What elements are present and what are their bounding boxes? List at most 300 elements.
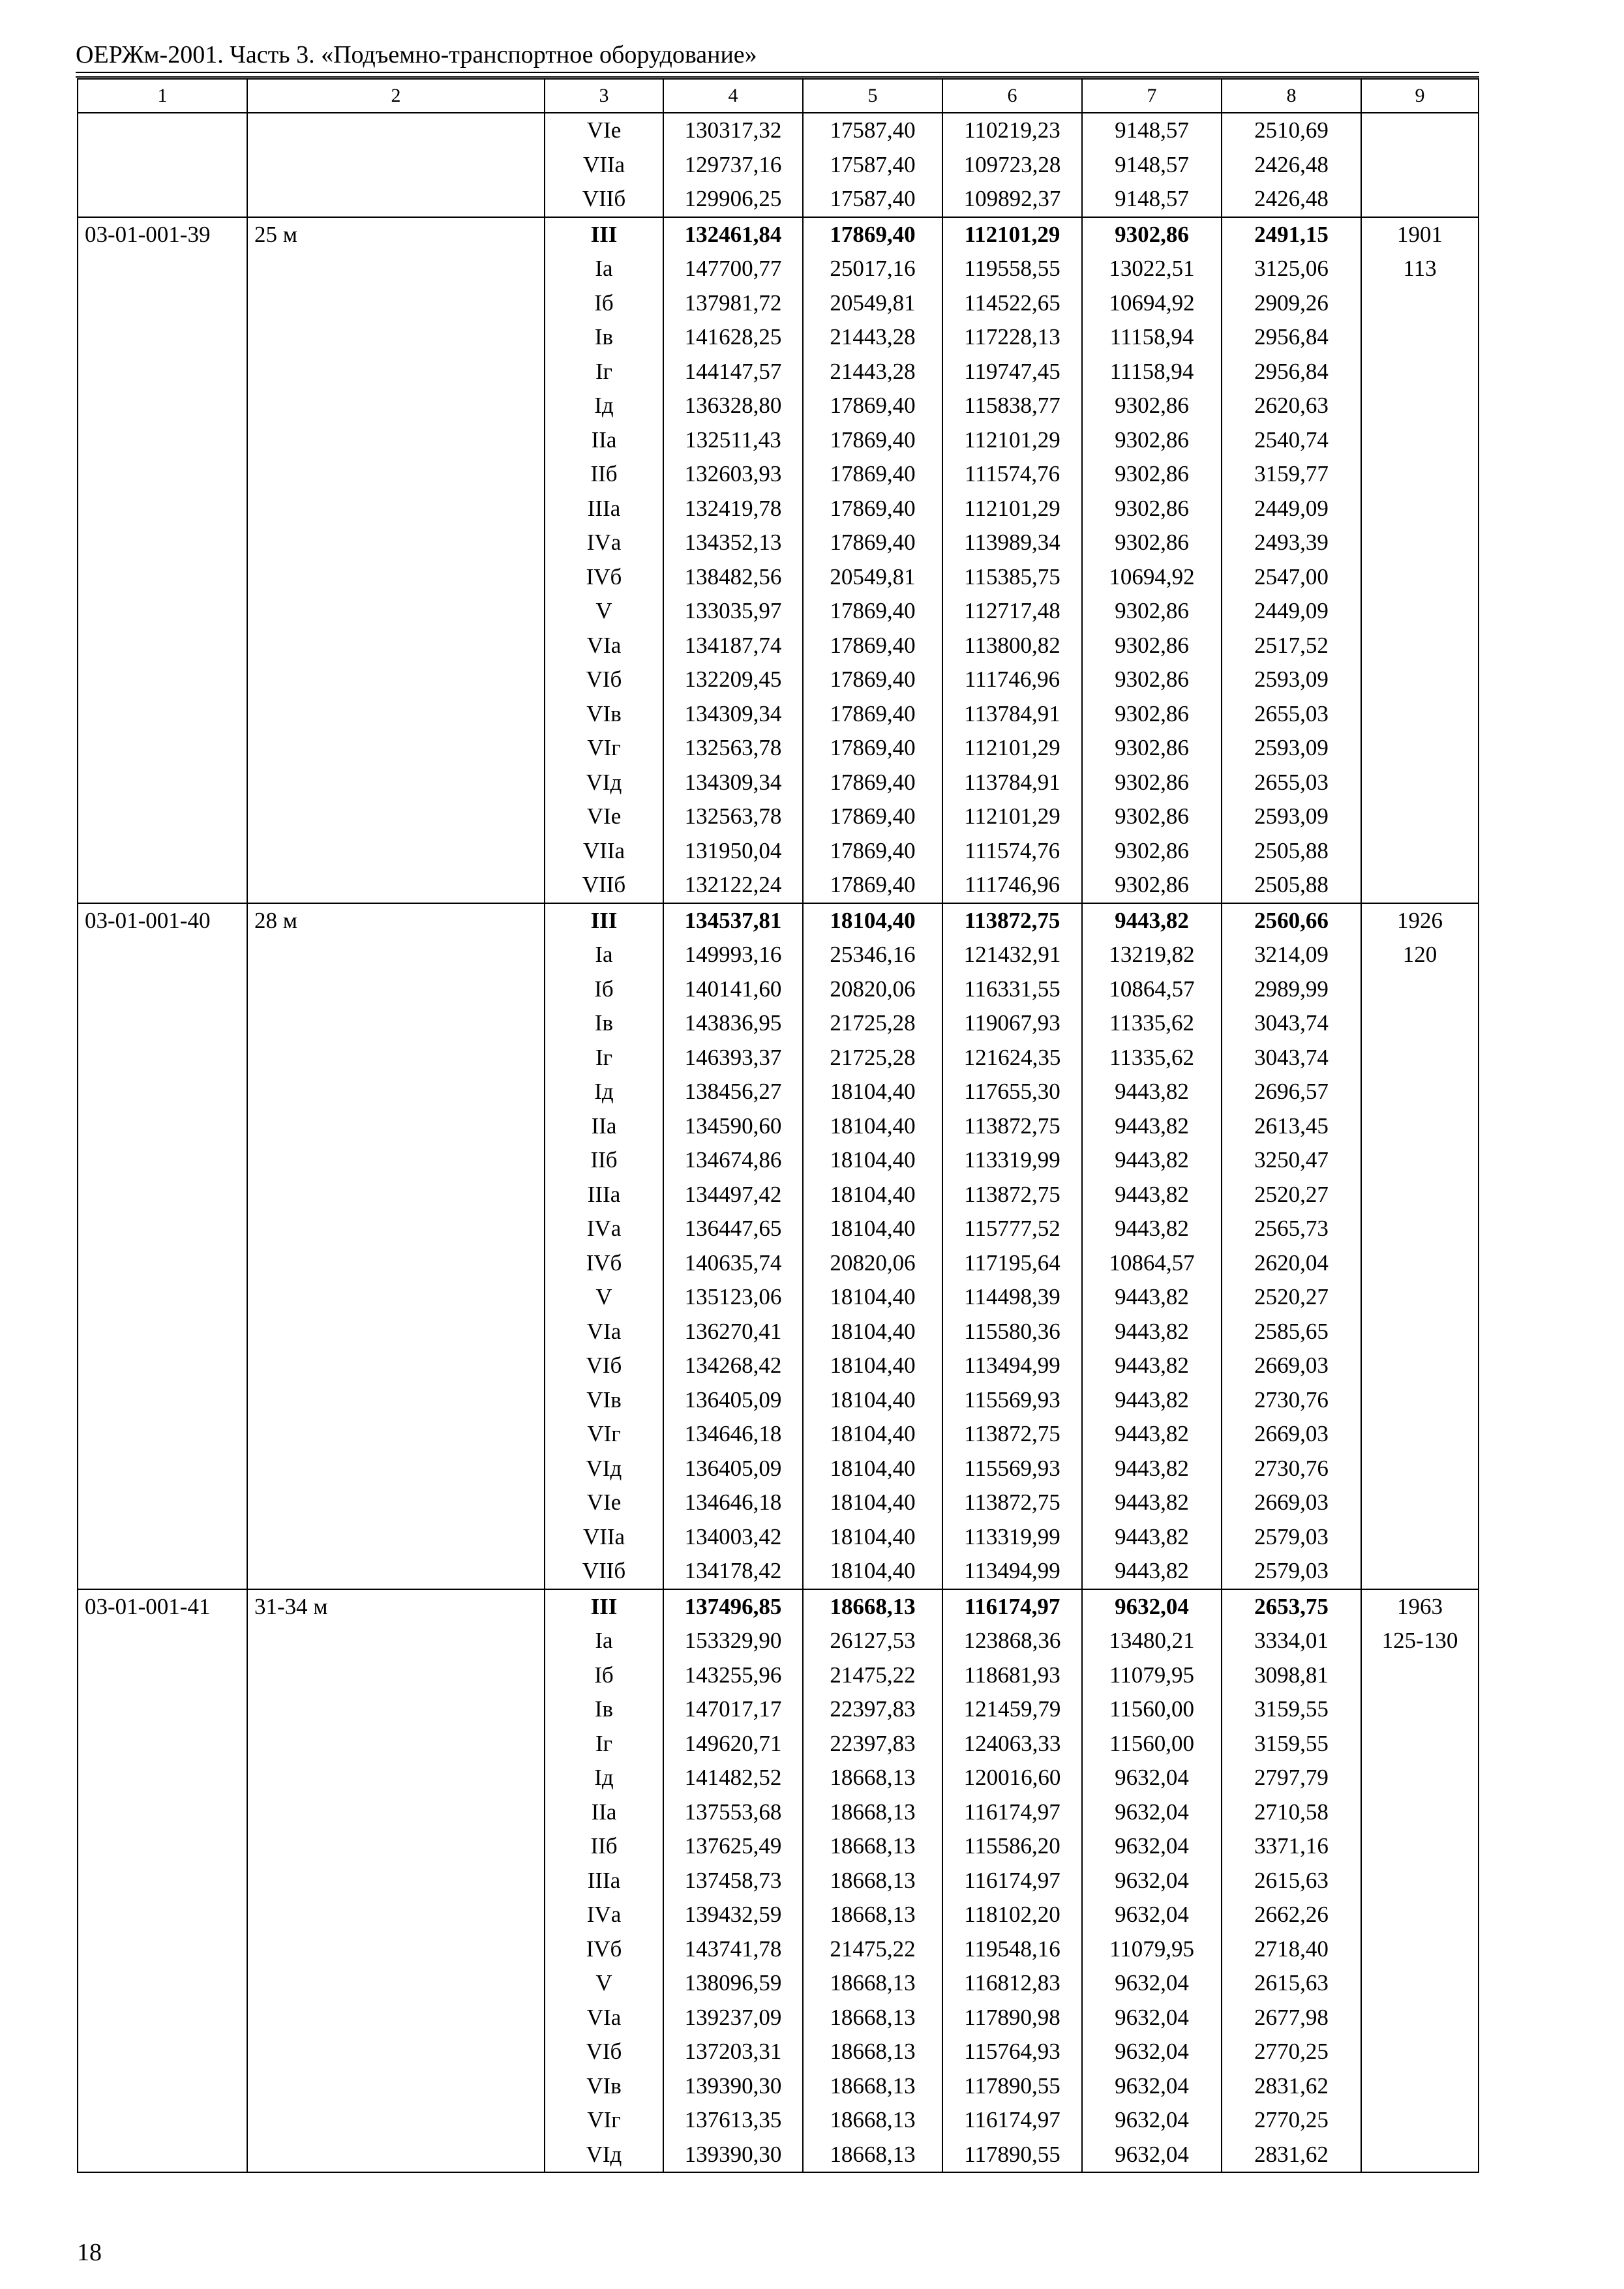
materials-cell: 2770,25 xyxy=(1222,2103,1361,2138)
code-cell xyxy=(78,1041,247,1075)
materials-cell: 2730,76 xyxy=(1222,1383,1361,1418)
total-cost-cell: 133035,97 xyxy=(663,594,803,629)
name-cell xyxy=(247,492,545,526)
wages-cell: 17869,40 xyxy=(803,594,942,629)
code-cell xyxy=(78,320,247,355)
total-cost-cell: 141482,52 xyxy=(663,1761,803,1795)
machinist-wages-cell: 9443,82 xyxy=(1082,1280,1222,1315)
materials-cell: 2730,76 xyxy=(1222,1452,1361,1486)
wages-cell: 17869,40 xyxy=(803,526,942,560)
labor-cell xyxy=(1361,1109,1479,1144)
wages-cell: 18668,13 xyxy=(803,1795,942,1830)
materials-cell: 3043,74 xyxy=(1222,1006,1361,1041)
table-row xyxy=(78,2138,1479,2173)
name-cell xyxy=(247,1795,545,1830)
labor-cell xyxy=(1361,492,1479,526)
labor-cell xyxy=(1361,1178,1479,1212)
materials-cell: 3043,74 xyxy=(1222,1041,1361,1075)
column-header: 3 xyxy=(545,79,663,113)
wages-cell: 22397,83 xyxy=(803,1727,942,1761)
code-cell xyxy=(78,526,247,560)
code-cell xyxy=(78,1143,247,1178)
code-cell xyxy=(78,1761,247,1795)
machinist-wages-cell: 9443,82 xyxy=(1082,1075,1222,1109)
machines-cell: 116174,97 xyxy=(942,2103,1082,2138)
code-cell xyxy=(78,1520,247,1555)
column-header: 9 xyxy=(1361,79,1479,113)
materials-cell: 2579,03 xyxy=(1222,1520,1361,1555)
machines-cell: 117890,98 xyxy=(942,2001,1082,2035)
name-cell xyxy=(247,1006,545,1041)
name-cell xyxy=(247,526,545,560)
wages-cell: 18668,13 xyxy=(803,2103,942,2138)
total-cost-cell: 153329,90 xyxy=(663,1624,803,1658)
machines-cell: 109723,28 xyxy=(942,148,1082,183)
wages-cell: 21443,28 xyxy=(803,355,942,389)
table-row xyxy=(78,1109,1479,1144)
labor-cell xyxy=(1361,1075,1479,1109)
name-cell xyxy=(247,1727,545,1761)
table-row xyxy=(78,355,1479,389)
materials-cell: 2909,26 xyxy=(1222,286,1361,321)
materials-cell: 3159,55 xyxy=(1222,1727,1361,1761)
machines-cell: 114498,39 xyxy=(942,1280,1082,1315)
name-cell xyxy=(247,766,545,800)
materials-cell: 2510,69 xyxy=(1222,113,1361,148)
total-cost-cell: 143255,96 xyxy=(663,1658,803,1693)
labor-cell xyxy=(1361,1727,1479,1761)
materials-cell: 2662,26 xyxy=(1222,1898,1361,1932)
wages-cell: 17869,40 xyxy=(803,629,942,663)
zone-cell: VIг xyxy=(545,2103,663,2138)
materials-cell: 3334,01 xyxy=(1222,1624,1361,1658)
materials-cell: 3250,47 xyxy=(1222,1143,1361,1178)
total-cost-cell: 147017,17 xyxy=(663,1692,803,1727)
zone-cell: IIа xyxy=(545,423,663,458)
code-cell xyxy=(78,766,247,800)
table-row xyxy=(78,938,1479,972)
labor-cell xyxy=(1361,1143,1479,1178)
machinist-wages-cell: 9632,04 xyxy=(1082,1795,1222,1830)
labor-cell xyxy=(1361,1246,1479,1281)
labor-cell xyxy=(1361,697,1479,732)
code-cell xyxy=(78,2069,247,2104)
table-row xyxy=(78,2069,1479,2104)
machinist-wages-cell: 9443,82 xyxy=(1082,1315,1222,1349)
column-header: 7 xyxy=(1082,79,1222,113)
total-cost-cell: 134268,42 xyxy=(663,1349,803,1383)
materials-cell: 2989,99 xyxy=(1222,972,1361,1007)
code-cell xyxy=(78,938,247,972)
column-header: 1 xyxy=(78,79,247,113)
code-cell xyxy=(78,457,247,492)
machines-cell: 113872,75 xyxy=(942,1417,1082,1452)
labor-cell xyxy=(1361,834,1479,869)
table-row xyxy=(78,2035,1479,2069)
machines-cell: 116174,97 xyxy=(942,1589,1082,1624)
zone-cell: Iд xyxy=(545,389,663,423)
total-cost-cell: 134309,34 xyxy=(663,697,803,732)
wages-cell: 18668,13 xyxy=(803,1898,942,1932)
total-cost-cell: 137625,49 xyxy=(663,1829,803,1864)
wages-cell: 17869,40 xyxy=(803,217,942,252)
code-cell xyxy=(78,1795,247,1830)
labor-cell xyxy=(1361,1452,1479,1486)
labor-cell xyxy=(1361,800,1479,834)
name-cell xyxy=(247,1966,545,2001)
column-number-row xyxy=(78,79,1479,113)
zone-cell: V xyxy=(545,1966,663,2001)
materials-cell: 2565,73 xyxy=(1222,1212,1361,1246)
machines-cell: 115764,93 xyxy=(942,2035,1082,2069)
machinist-wages-cell: 9632,04 xyxy=(1082,2035,1222,2069)
total-cost-cell: 140141,60 xyxy=(663,972,803,1007)
code-cell xyxy=(78,1864,247,1898)
total-cost-cell: 134352,13 xyxy=(663,526,803,560)
table-row xyxy=(78,697,1479,732)
total-cost-cell: 135123,06 xyxy=(663,1280,803,1315)
total-cost-cell: 147700,77 xyxy=(663,252,803,286)
machines-cell: 115569,93 xyxy=(942,1452,1082,1486)
total-cost-cell: 139432,59 xyxy=(663,1898,803,1932)
machinist-wages-cell: 9443,82 xyxy=(1082,1486,1222,1520)
machinist-wages-cell: 9632,04 xyxy=(1082,1898,1222,1932)
code-cell xyxy=(78,1452,247,1486)
zone-cell: VIе xyxy=(545,800,663,834)
code-cell xyxy=(78,1417,247,1452)
labor-cell xyxy=(1361,663,1479,697)
table-row xyxy=(78,1932,1479,1967)
machinist-wages-cell: 11079,95 xyxy=(1082,1932,1222,1967)
labor-cell xyxy=(1361,629,1479,663)
table-row xyxy=(78,1383,1479,1418)
materials-cell: 2520,27 xyxy=(1222,1280,1361,1315)
table-row xyxy=(78,1041,1479,1075)
table-row xyxy=(78,1898,1479,1932)
labor-cell xyxy=(1361,182,1479,217)
materials-cell: 2620,04 xyxy=(1222,1246,1361,1281)
code-cell xyxy=(78,1486,247,1520)
name-cell xyxy=(247,731,545,766)
table-row xyxy=(78,1554,1479,1589)
table-row xyxy=(78,389,1479,423)
machines-cell: 121432,91 xyxy=(942,938,1082,972)
labor-cell xyxy=(1361,868,1479,903)
name-cell xyxy=(247,389,545,423)
wages-cell: 18104,40 xyxy=(803,1452,942,1486)
machinist-wages-cell: 11560,00 xyxy=(1082,1727,1222,1761)
materials-cell: 2613,45 xyxy=(1222,1109,1361,1144)
table-row xyxy=(78,1280,1479,1315)
materials-cell: 2493,39 xyxy=(1222,526,1361,560)
labor-cell xyxy=(1361,1349,1479,1383)
wages-cell: 18104,40 xyxy=(803,1143,942,1178)
name-cell xyxy=(247,594,545,629)
table-row xyxy=(78,868,1479,903)
table-row xyxy=(78,1966,1479,2001)
zone-cell: VIб xyxy=(545,663,663,697)
labor-cell xyxy=(1361,766,1479,800)
machines-cell: 115586,20 xyxy=(942,1829,1082,1864)
materials-cell: 2520,27 xyxy=(1222,1178,1361,1212)
total-cost-cell: 132511,43 xyxy=(663,423,803,458)
code-cell xyxy=(78,1006,247,1041)
zone-cell: Iг xyxy=(545,1041,663,1075)
labor-cell xyxy=(1361,2035,1479,2069)
code-cell xyxy=(78,1624,247,1658)
wages-cell: 20549,81 xyxy=(803,286,942,321)
total-cost-cell: 132209,45 xyxy=(663,663,803,697)
machinist-wages-cell: 9443,82 xyxy=(1082,1178,1222,1212)
table-row xyxy=(78,492,1479,526)
code-cell: 03-01-001-41 xyxy=(78,1589,247,1624)
name-cell xyxy=(247,320,545,355)
total-cost-cell: 136405,09 xyxy=(663,1452,803,1486)
zone-cell: VIIа xyxy=(545,834,663,869)
labor-cell xyxy=(1361,1692,1479,1727)
labor-cell xyxy=(1361,560,1479,595)
table-row xyxy=(78,1795,1479,1830)
table-row xyxy=(78,182,1479,217)
wages-cell: 18668,13 xyxy=(803,2001,942,2035)
zone-cell: IIIа xyxy=(545,1178,663,1212)
labor-cell xyxy=(1361,526,1479,560)
total-cost-cell: 139390,30 xyxy=(663,2069,803,2104)
code-cell xyxy=(78,1109,247,1144)
name-cell xyxy=(247,286,545,321)
table-row xyxy=(78,594,1479,629)
name-cell xyxy=(247,1212,545,1246)
machinist-wages-cell: 9443,82 xyxy=(1082,1520,1222,1555)
machinist-wages-cell: 9632,04 xyxy=(1082,1966,1222,2001)
labor-cell: 120 xyxy=(1361,938,1479,972)
zone-cell: V xyxy=(545,594,663,629)
table-row xyxy=(78,2103,1479,2138)
name-cell xyxy=(247,1692,545,1727)
machines-cell: 116174,97 xyxy=(942,1864,1082,1898)
wages-cell: 20820,06 xyxy=(803,1246,942,1281)
materials-cell: 2770,25 xyxy=(1222,2035,1361,2069)
code-cell xyxy=(78,697,247,732)
name-cell xyxy=(247,1280,545,1315)
zone-cell: VIIб xyxy=(545,868,663,903)
machines-cell: 111574,76 xyxy=(942,457,1082,492)
machinist-wages-cell: 9148,57 xyxy=(1082,148,1222,183)
materials-cell: 3159,77 xyxy=(1222,457,1361,492)
machinist-wages-cell: 13219,82 xyxy=(1082,938,1222,972)
code-cell xyxy=(78,1727,247,1761)
total-cost-cell: 132563,78 xyxy=(663,800,803,834)
name-cell xyxy=(247,1486,545,1520)
table-row xyxy=(78,1692,1479,1727)
name-cell xyxy=(247,1349,545,1383)
materials-cell: 2615,63 xyxy=(1222,1864,1361,1898)
name-cell xyxy=(247,1383,545,1418)
wages-cell: 17869,40 xyxy=(803,457,942,492)
wages-cell: 18668,13 xyxy=(803,2138,942,2173)
header-rule-top xyxy=(76,72,1479,73)
machines-cell: 117655,30 xyxy=(942,1075,1082,1109)
machines-cell: 113872,75 xyxy=(942,1486,1082,1520)
code-cell xyxy=(78,113,247,148)
column-header: 5 xyxy=(803,79,942,113)
zone-cell: IIа xyxy=(545,1109,663,1144)
zone-cell: VIIа xyxy=(545,1520,663,1555)
labor-cell: 1963 xyxy=(1361,1589,1479,1624)
machinist-wages-cell: 10864,57 xyxy=(1082,1246,1222,1281)
labor-cell xyxy=(1361,1417,1479,1452)
labor-cell xyxy=(1361,423,1479,458)
machines-cell: 124063,33 xyxy=(942,1727,1082,1761)
table-row xyxy=(78,113,1479,148)
zone-cell: IVа xyxy=(545,1212,663,1246)
wages-cell: 18104,40 xyxy=(803,903,942,938)
materials-cell: 2593,09 xyxy=(1222,731,1361,766)
zone-cell: IVб xyxy=(545,560,663,595)
total-cost-cell: 136270,41 xyxy=(663,1315,803,1349)
machinist-wages-cell: 9632,04 xyxy=(1082,1864,1222,1898)
labor-cell xyxy=(1361,286,1479,321)
machines-cell: 120016,60 xyxy=(942,1761,1082,1795)
materials-cell: 2505,88 xyxy=(1222,868,1361,903)
labor-cell xyxy=(1361,1864,1479,1898)
table-row xyxy=(78,1075,1479,1109)
machines-cell: 113872,75 xyxy=(942,1178,1082,1212)
wages-cell: 21443,28 xyxy=(803,320,942,355)
machines-cell: 113319,99 xyxy=(942,1143,1082,1178)
zone-cell: Iд xyxy=(545,1075,663,1109)
machinist-wages-cell: 11335,62 xyxy=(1082,1041,1222,1075)
machinist-wages-cell: 13480,21 xyxy=(1082,1624,1222,1658)
code-cell xyxy=(78,594,247,629)
machines-cell: 123868,36 xyxy=(942,1624,1082,1658)
labor-cell xyxy=(1361,1212,1479,1246)
total-cost-cell: 136405,09 xyxy=(663,1383,803,1418)
table-row xyxy=(78,1417,1479,1452)
machinist-wages-cell: 9302,86 xyxy=(1082,526,1222,560)
labor-cell xyxy=(1361,594,1479,629)
machines-cell: 113989,34 xyxy=(942,526,1082,560)
machines-cell: 115580,36 xyxy=(942,1315,1082,1349)
wages-cell: 18104,40 xyxy=(803,1178,942,1212)
machinist-wages-cell: 9632,04 xyxy=(1082,2069,1222,2104)
name-cell xyxy=(247,2001,545,2035)
table-row xyxy=(78,320,1479,355)
name-cell xyxy=(247,1178,545,1212)
zone-cell: Iа xyxy=(545,938,663,972)
name-cell xyxy=(247,457,545,492)
machines-cell: 112101,29 xyxy=(942,492,1082,526)
total-cost-cell: 132122,24 xyxy=(663,868,803,903)
code-cell xyxy=(78,1246,247,1281)
name-cell xyxy=(247,2138,545,2173)
wages-cell: 17587,40 xyxy=(803,182,942,217)
machinist-wages-cell: 9302,86 xyxy=(1082,492,1222,526)
code-cell: 03-01-001-39 xyxy=(78,217,247,252)
machinist-wages-cell: 9443,82 xyxy=(1082,1212,1222,1246)
materials-cell: 2696,57 xyxy=(1222,1075,1361,1109)
table-row xyxy=(78,1624,1479,1658)
machinist-wages-cell: 10694,92 xyxy=(1082,560,1222,595)
zone-cell: VIе xyxy=(545,1486,663,1520)
zone-cell: III xyxy=(545,1589,663,1624)
machines-cell: 112101,29 xyxy=(942,423,1082,458)
zone-cell: IVб xyxy=(545,1246,663,1281)
machinist-wages-cell: 9302,86 xyxy=(1082,731,1222,766)
name-cell xyxy=(247,2103,545,2138)
code-cell xyxy=(78,1658,247,1693)
zone-cell: Iа xyxy=(545,252,663,286)
name-cell xyxy=(247,1658,545,1693)
zone-cell: VIд xyxy=(545,766,663,800)
table-row xyxy=(78,1452,1479,1486)
labor-cell xyxy=(1361,1554,1479,1589)
labor-cell xyxy=(1361,1761,1479,1795)
materials-cell: 2560,66 xyxy=(1222,903,1361,938)
total-cost-cell: 144147,57 xyxy=(663,355,803,389)
zone-cell: VIв xyxy=(545,697,663,732)
materials-cell: 2831,62 xyxy=(1222,2138,1361,2173)
code-cell xyxy=(78,182,247,217)
wages-cell: 18104,40 xyxy=(803,1075,942,1109)
machines-cell: 113784,91 xyxy=(942,697,1082,732)
name-cell xyxy=(247,113,545,148)
zone-cell: IIб xyxy=(545,1829,663,1864)
code-cell xyxy=(78,286,247,321)
total-cost-cell: 134646,18 xyxy=(663,1486,803,1520)
wages-cell: 18104,40 xyxy=(803,1554,942,1589)
labor-cell xyxy=(1361,389,1479,423)
wages-cell: 20820,06 xyxy=(803,972,942,1007)
wages-cell: 17869,40 xyxy=(803,800,942,834)
total-cost-cell: 138456,27 xyxy=(663,1075,803,1109)
wages-cell: 21725,28 xyxy=(803,1041,942,1075)
machines-cell: 119067,93 xyxy=(942,1006,1082,1041)
labor-cell xyxy=(1361,2001,1479,2035)
labor-cell xyxy=(1361,1486,1479,1520)
zone-cell: Iб xyxy=(545,1658,663,1693)
total-cost-cell: 139237,09 xyxy=(663,2001,803,2035)
wages-cell: 25346,16 xyxy=(803,938,942,972)
wages-cell: 18668,13 xyxy=(803,1864,942,1898)
materials-cell: 2655,03 xyxy=(1222,766,1361,800)
machinist-wages-cell: 9302,86 xyxy=(1082,389,1222,423)
table-row xyxy=(78,1520,1479,1555)
labor-cell xyxy=(1361,148,1479,183)
total-cost-cell: 143741,78 xyxy=(663,1932,803,1967)
machines-cell: 111574,76 xyxy=(942,834,1082,869)
column-header: 8 xyxy=(1222,79,1361,113)
zone-cell: Iб xyxy=(545,972,663,1007)
labor-cell xyxy=(1361,355,1479,389)
code-cell xyxy=(78,1692,247,1727)
total-cost-cell: 141628,25 xyxy=(663,320,803,355)
machinist-wages-cell: 9443,82 xyxy=(1082,1554,1222,1589)
zone-cell: III xyxy=(545,217,663,252)
zone-cell: VIг xyxy=(545,1417,663,1452)
zone-cell: IIб xyxy=(545,457,663,492)
machinist-wages-cell: 9302,86 xyxy=(1082,766,1222,800)
code-cell xyxy=(78,1280,247,1315)
labor-cell xyxy=(1361,972,1479,1007)
machinist-wages-cell: 9302,86 xyxy=(1082,217,1222,252)
machines-cell: 109892,37 xyxy=(942,182,1082,217)
labor-cell xyxy=(1361,1280,1479,1315)
labor-cell xyxy=(1361,1795,1479,1830)
machinist-wages-cell: 11158,94 xyxy=(1082,355,1222,389)
table-row xyxy=(78,217,1479,252)
materials-cell: 2710,58 xyxy=(1222,1795,1361,1830)
